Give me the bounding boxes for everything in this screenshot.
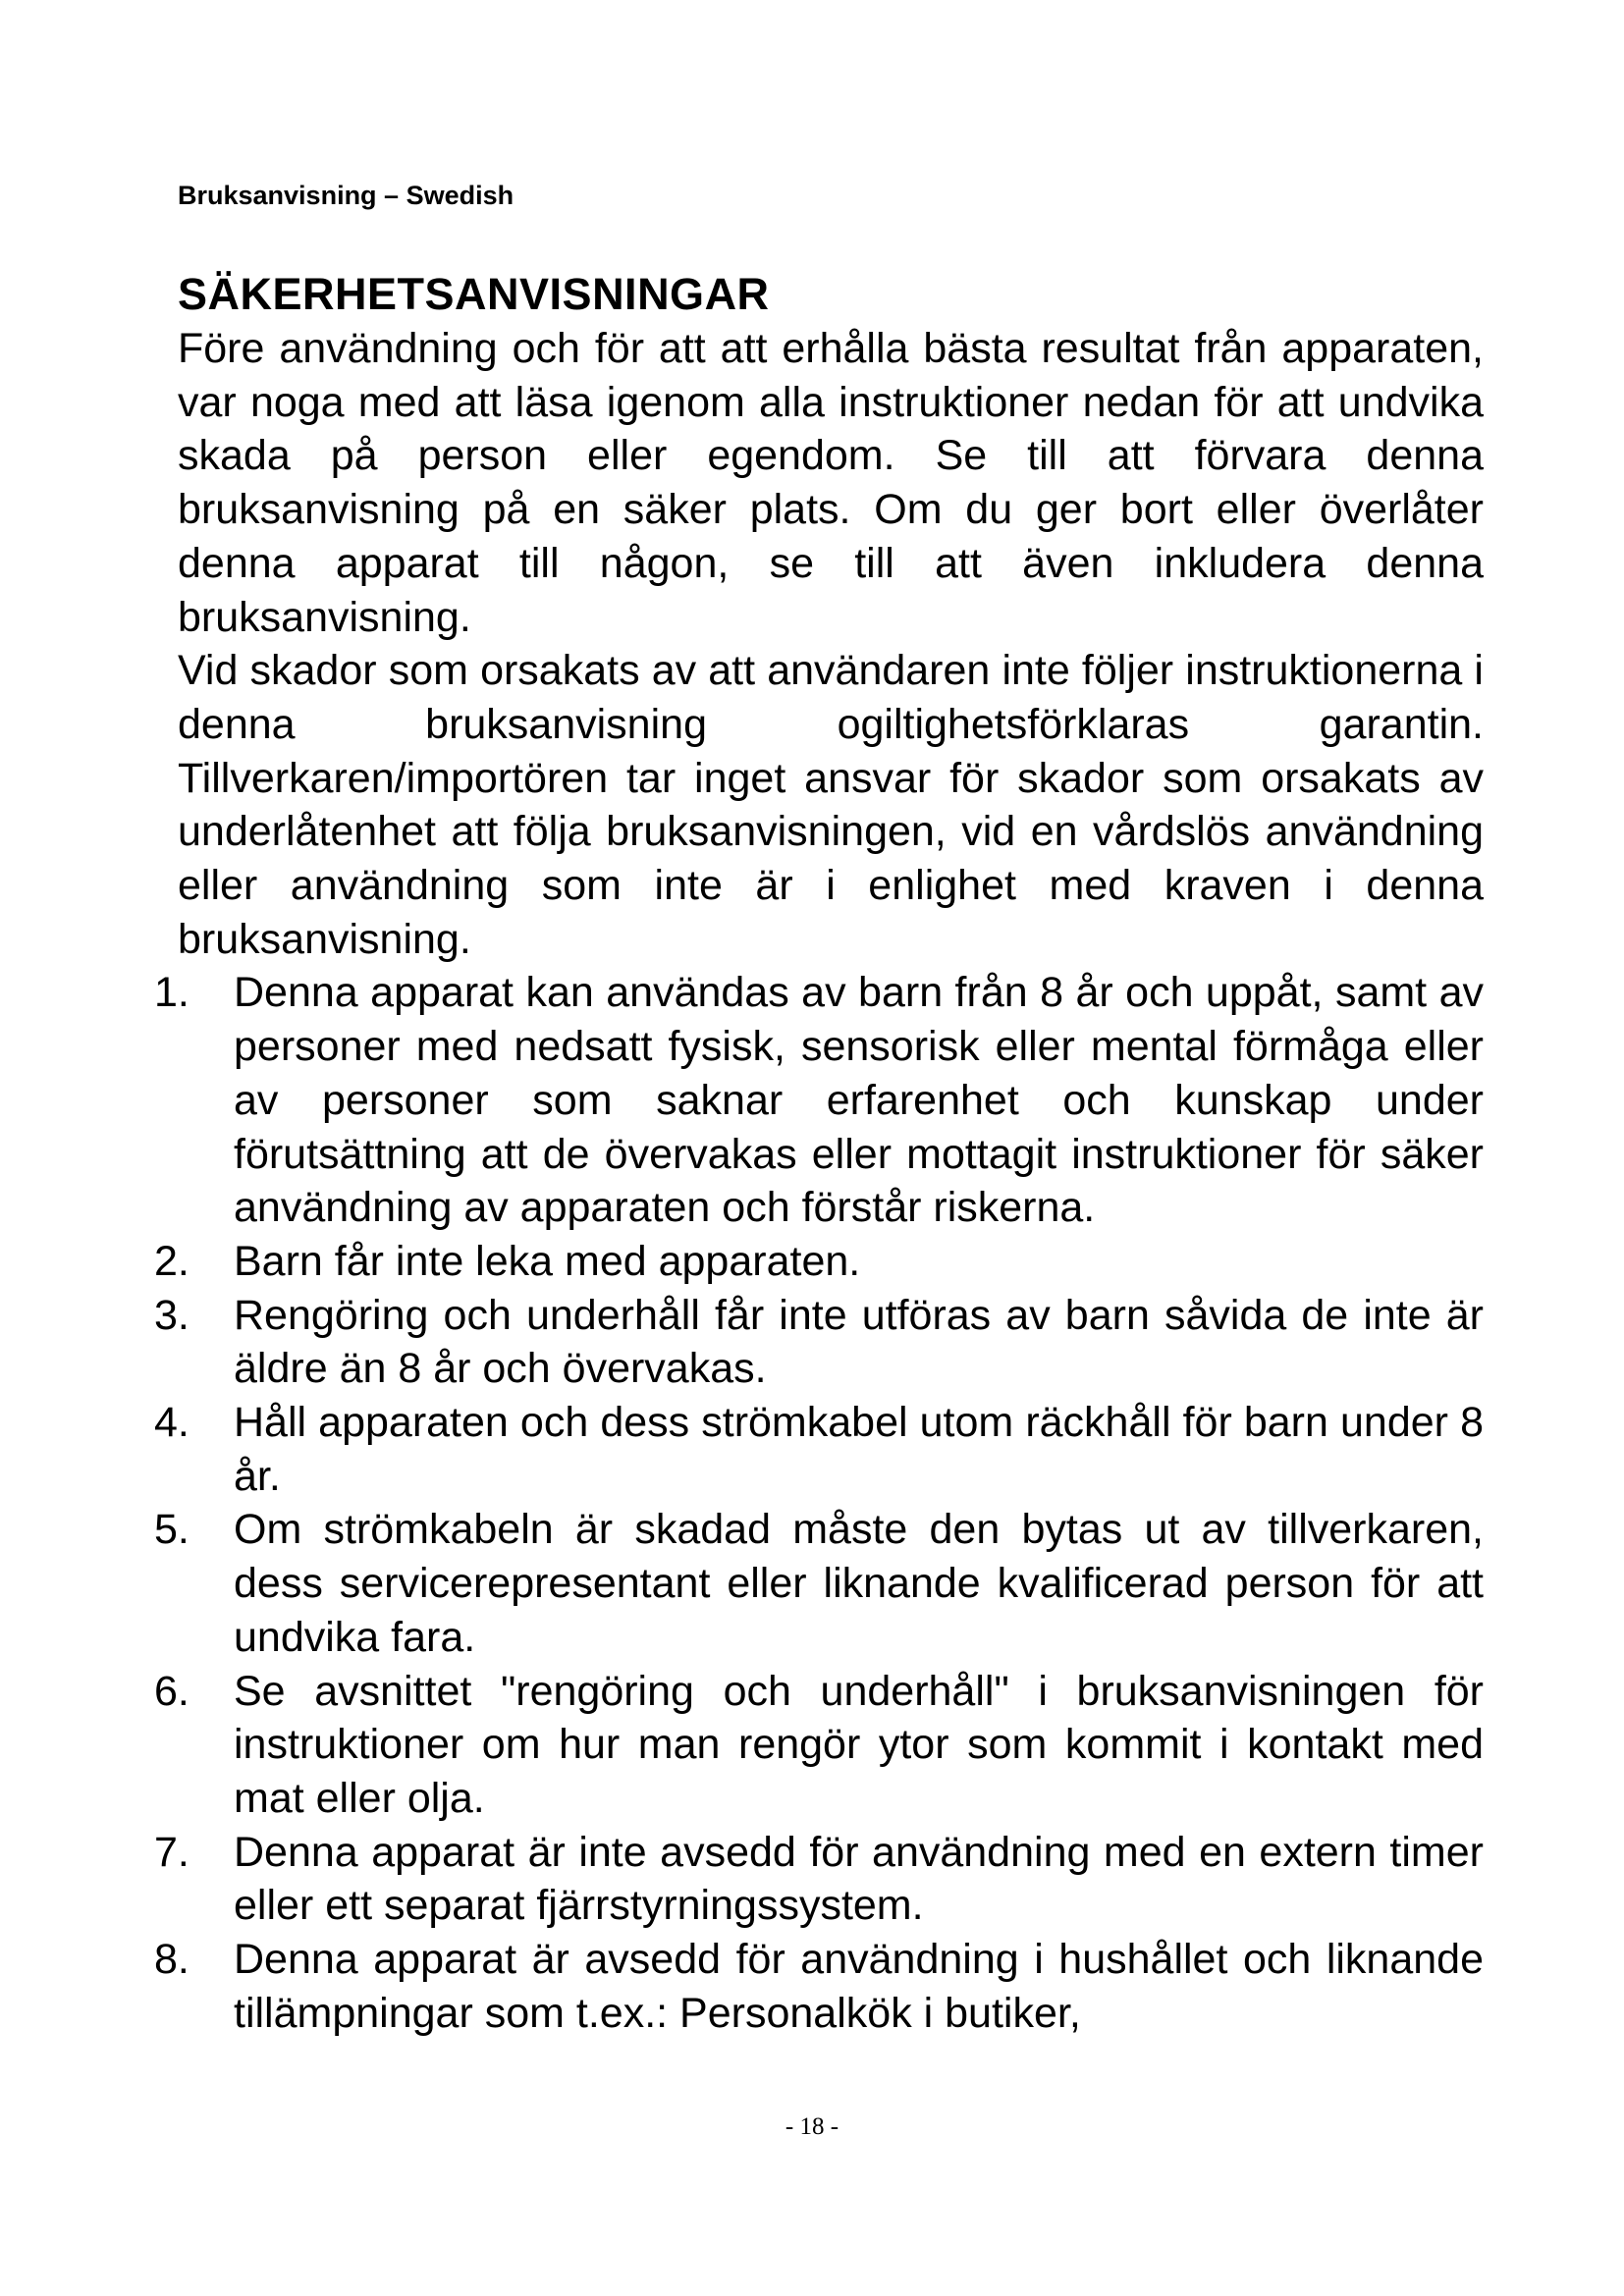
list-item	[154, 1933, 1484, 2040]
list-item-text: Denna apparat kan användas av barn från 8 år och uppåt, samt av personer med nedsatt fysisk, sensorisk eller mental förmåga eller av personer som saknar erfarenhet och kunskap under förutsättning att de övervakas eller mottagit instruktioner för säker användning av apparaten och förstår riskerna.	[234, 969, 1484, 1232]
warranty-paragraph: Vid skador som orsakats av att användaren inte följer instruktionerna i denna bruksanvisning ogiltighetsförklaras garantin. Tillverkaren/importören tar inget ansvar för skador som orsakats av underlåtenhet att följa bruksanvisningen, vid en vårdslös användning eller användning som inte är i enlighet med kraven i denna bruksanvisning.	[178, 647, 1484, 963]
page-number: - 18 -	[785, 2113, 839, 2140]
list-item-text: Håll apparaten och dess strömkabel utom räckhåll för barn under 8 år.	[234, 1399, 1484, 1500]
list-item-number: 1.	[154, 969, 189, 1017]
list-item	[154, 1396, 1484, 1503]
list-item-number: 7.	[154, 1828, 189, 1876]
intro-paragraph: Före användning och för att att erhålla bästa resultat från apparaten, var noga med att läsa igenom alla instruktioner nedan för att undvika skada på person eller egendom. Se till att förvara denna bruksanvisning på en säker plats. Om du ger bort eller överlåter denna apparat till någon, se till att även inkludera denna bruksanvisning.	[178, 325, 1484, 641]
list-item	[154, 1289, 1484, 1396]
list-item-text: Denna apparat är avsedd för användning i hushållet och liknande tillämpningar som t.ex.: Personalkök i butiker,	[234, 1936, 1484, 2037]
safety-section	[154, 267, 1484, 2041]
list-item-number: 5.	[154, 1506, 189, 1554]
list-item-text: Denna apparat är inte avsedd för användning med en extern timer eller ett separat fjärrstyrningssystem.	[234, 1828, 1484, 1930]
list-item	[154, 1826, 1484, 1933]
list-item	[154, 1665, 1484, 1826]
list-item-number: 3.	[154, 1291, 189, 1339]
section-title: SÄKERHETSANVISNINGAR	[178, 269, 770, 319]
list-item-text: Barn får inte leka med apparaten.	[234, 1237, 861, 1285]
list-item-text: Rengöring och underhåll får inte utföras av barn såvida de inte är äldre än 8 år och övervakas.	[234, 1291, 1484, 1393]
list-item-number: 8.	[154, 1936, 189, 1984]
list-item-text: Om strömkabeln är skadad måste den bytas ut av tillverkaren, dess servicerepresentant eller liknande kvalificerad person för att undvika fara.	[234, 1506, 1484, 1661]
list-item-number: 4.	[154, 1399, 189, 1447]
list-item-number: 2.	[154, 1237, 189, 1285]
list-item	[154, 1235, 1484, 1289]
list-item	[154, 966, 1484, 1235]
safety-instructions-list	[154, 966, 1484, 2040]
list-item-text: Se avsnittet "rengöring och underhåll" i bruksanvisningen för instruktioner om hur man rengör ytor som kommit i kontakt med mat eller olja.	[234, 1667, 1484, 1822]
list-item-number: 6.	[154, 1667, 189, 1715]
list-item	[154, 1503, 1484, 1664]
document-header-label: Bruksanvisning – Swedish	[178, 181, 514, 210]
